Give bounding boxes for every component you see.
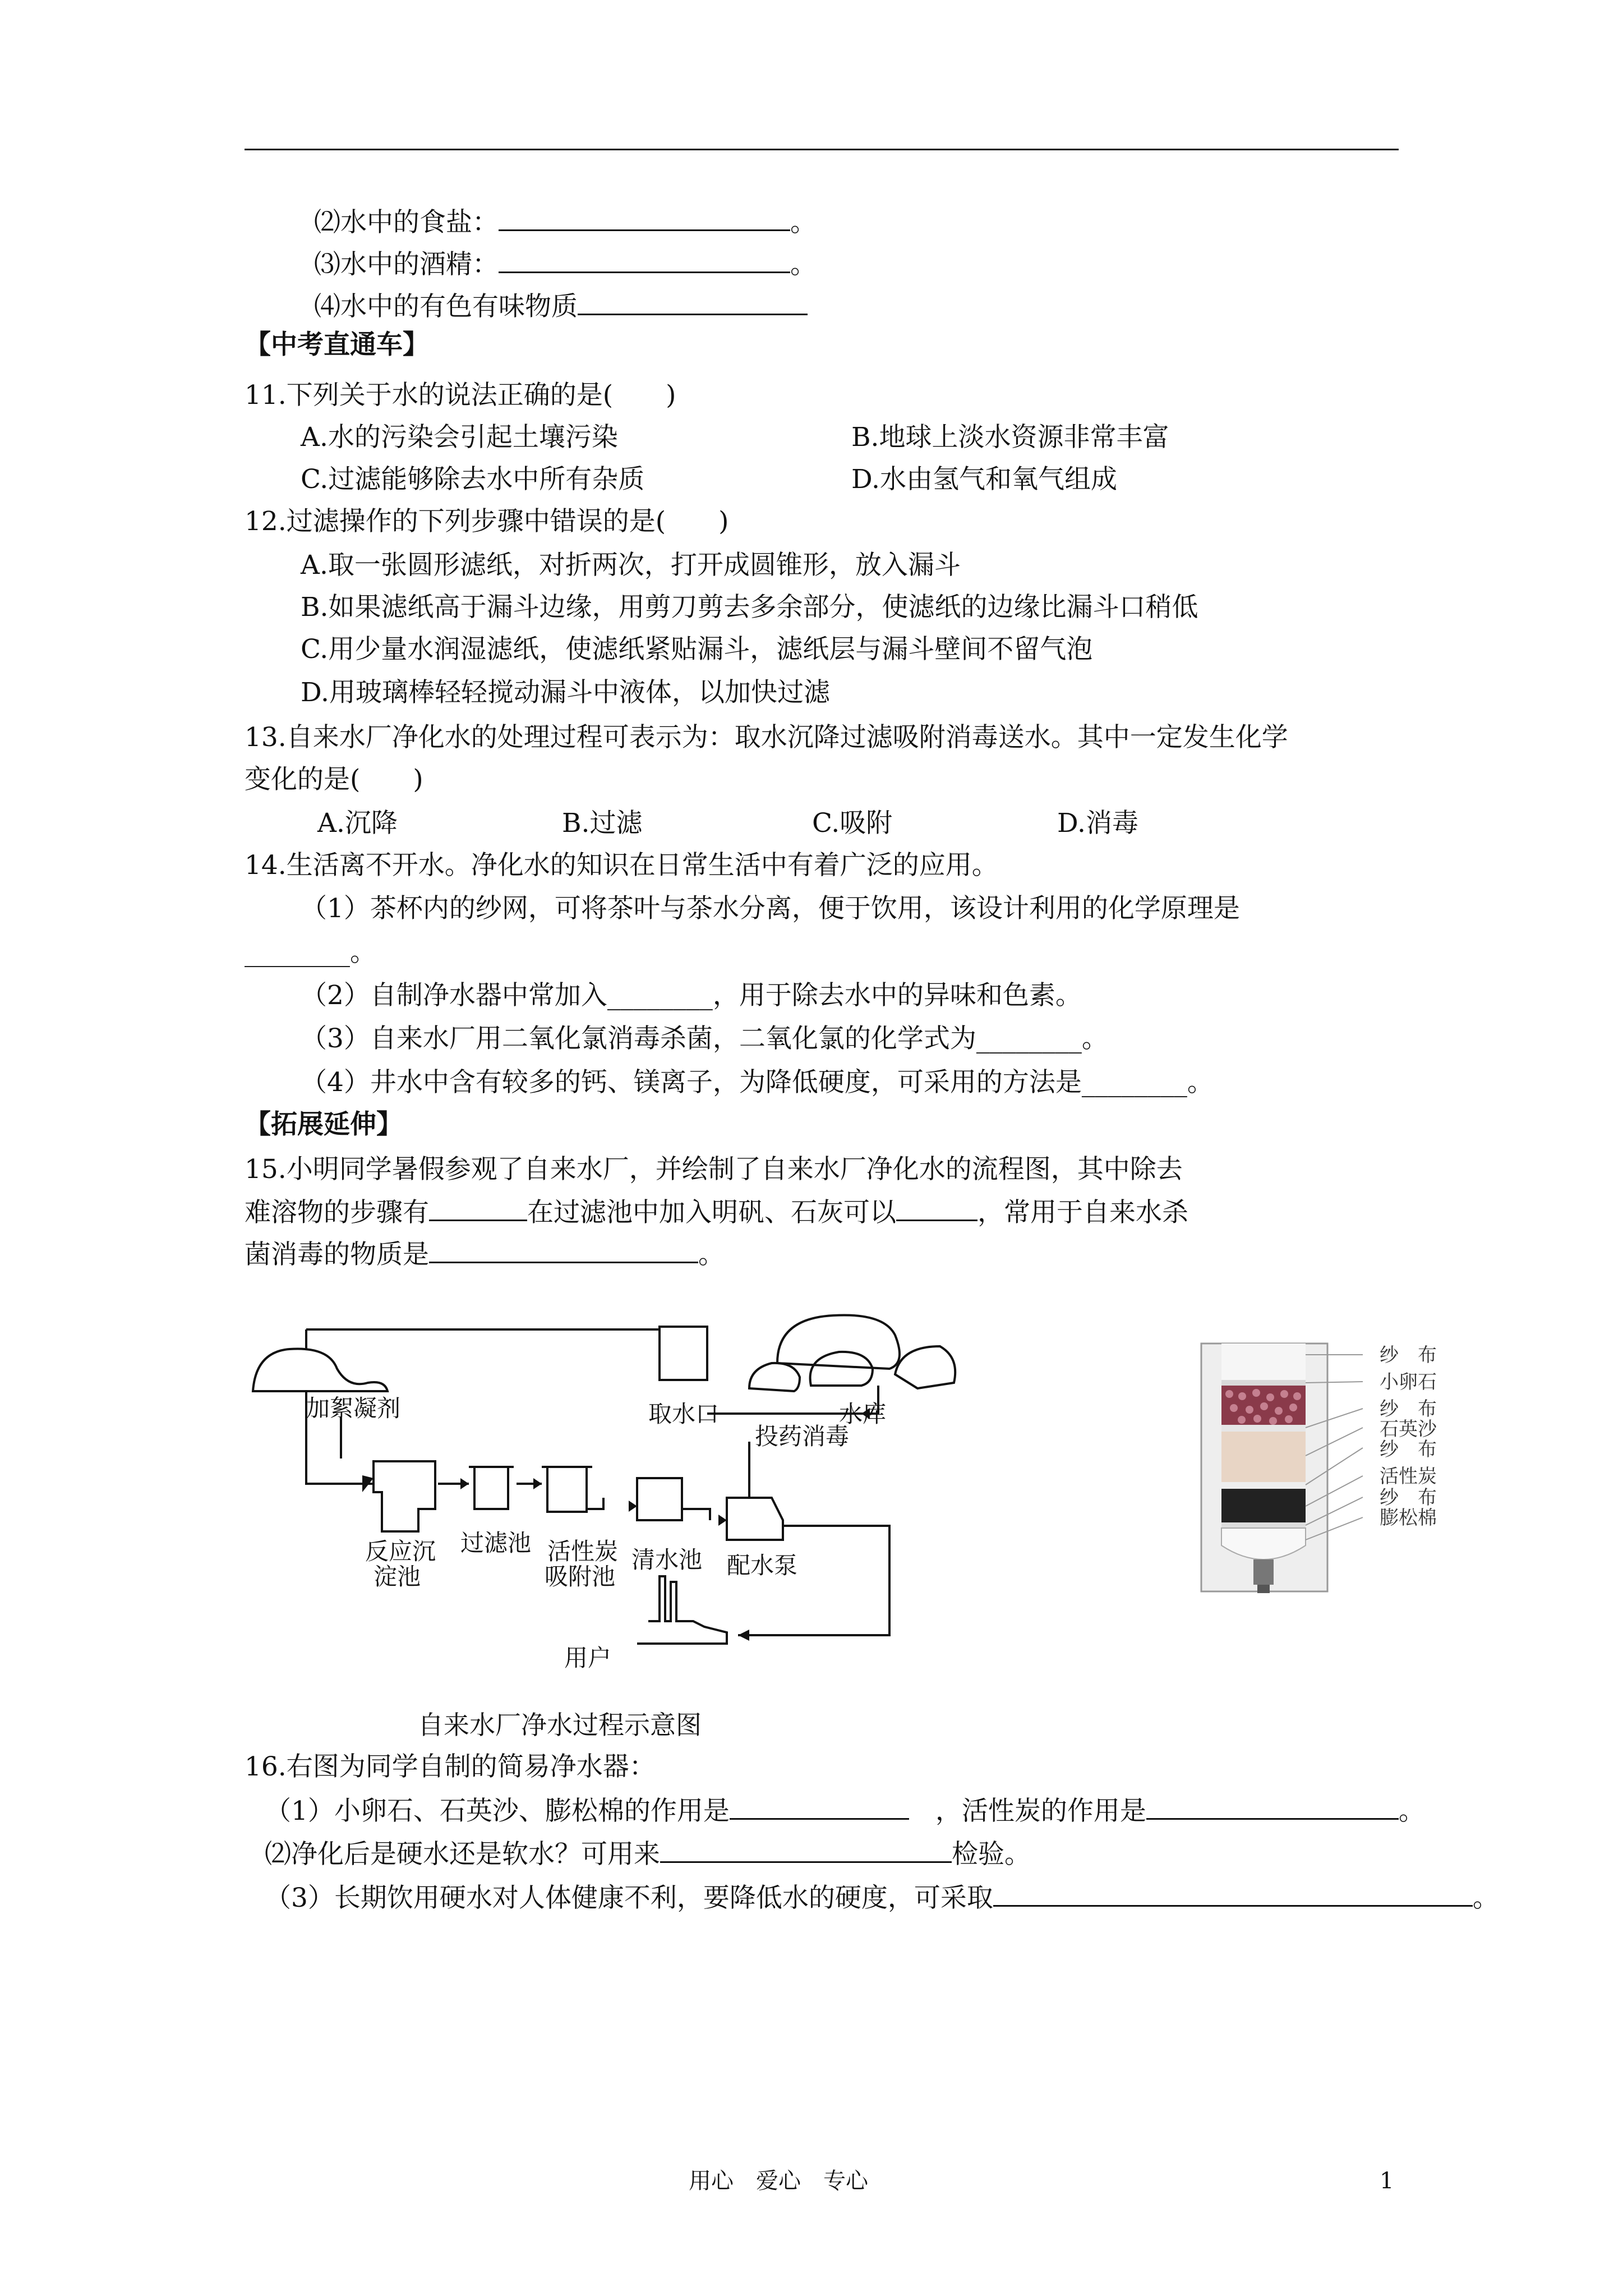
- label-carbon-1: 活性炭: [547, 1538, 619, 1565]
- label-disinfect: 投药消毒: [755, 1423, 850, 1450]
- label-filter: 过滤池: [460, 1529, 532, 1557]
- label-quartz-sand: 石英沙: [1380, 1418, 1437, 1441]
- q15-line3: 菌消毒的物质是 。: [245, 1237, 725, 1272]
- label-gauze-2: 纱 布: [1380, 1398, 1437, 1420]
- gauze-layer-3: [1221, 1482, 1306, 1489]
- label-carbon-2: 吸附池: [545, 1563, 616, 1590]
- flow-diagram-caption: 自来水厂净水过程示意图: [418, 1710, 702, 1740]
- page-number: 1: [1380, 2168, 1394, 2194]
- s1-item-2: ⑵水中的食盐： 。: [314, 205, 817, 240]
- q12-option-a: A.取一张圆形滤纸，对折两次，打开成圆锥形，放入漏斗: [301, 550, 961, 581]
- label-gauze-1: 纱 布: [1380, 1344, 1437, 1366]
- q11-stem: 11.下列关于水的说法正确的是( ): [245, 380, 676, 411]
- q14-stem: 14.生活离不开水。净化水的知识在日常生活中有着广泛的应用。: [245, 850, 998, 881]
- q14-part-1: （1）茶杯内的纱网，可将茶叶与茶水分离，便于饮用，该设计利用的化学原理是: [301, 893, 1240, 924]
- q16-stem: 16.右图为同学自制的简易净水器：: [245, 1751, 656, 1782]
- gauze-layer-1: [1221, 1380, 1306, 1386]
- q12-stem: 12.过滤操作的下列步骤中错误的是( ): [245, 506, 729, 537]
- intake-box: [660, 1327, 707, 1380]
- filter-tank: [469, 1467, 514, 1509]
- q14-part-2: （2）自制净水器中常加入________，用于除去水中的异味和色素。: [301, 980, 1082, 1011]
- label-intake: 取水口: [648, 1400, 720, 1428]
- footer-motto: 用心 爱心 专心: [689, 2168, 868, 2194]
- activated-carbon-layer: [1221, 1489, 1306, 1522]
- section-heading-tuozhan: 【拓展延伸】: [245, 1109, 403, 1140]
- s1-item-3: ⑶水中的酒精： 。: [314, 247, 817, 282]
- header-rule: [245, 149, 1399, 150]
- q12-option-d: D.用玻璃棒轻轻搅动漏斗中液体，以加快过滤: [301, 677, 830, 708]
- q11-option-d: D.水由氢气和氧气组成: [851, 464, 1117, 495]
- q14-part-1-blank: ________。: [245, 937, 376, 968]
- label-gauze-4: 纱 布: [1380, 1487, 1437, 1509]
- section-heading-zhongkao: 【中考直通车】: [245, 329, 429, 360]
- q12-option-c: C.用少量水润湿滤纸，使滤纸紧贴漏斗，滤纸层与漏斗壁间不留气泡: [301, 634, 1093, 665]
- label-pebbles: 小卵石: [1380, 1371, 1437, 1393]
- q16-part-3: （3）长期饮用硬水对人体健康不利，要降低水的硬度，可采取 。: [265, 1880, 1499, 1915]
- label-reservoir: 水库: [839, 1400, 887, 1428]
- q12-option-b: B.如果滤纸高于漏斗边缘，用剪刀剪去多余部分，使滤纸的边缘比漏斗口稍低: [301, 592, 1198, 623]
- q13-option-b: B.过滤: [562, 808, 643, 839]
- user-building-icon: [637, 1576, 727, 1644]
- label-activated-carbon: 活性炭: [1380, 1465, 1437, 1488]
- label-pump: 配水泵: [727, 1552, 798, 1579]
- q13-option-a: A.沉降: [317, 808, 398, 839]
- q15-line2: 难溶物的步骤有 在过滤池中加入明矾、石灰可以 ，常用于自来水杀: [245, 1195, 1188, 1230]
- q13-stem-line1: 13.自来水厂净化水的处理过程可表示为：取水沉降过滤吸附消毒送水。其中一定发生化学: [245, 722, 1288, 753]
- label-sedimentation-2: 淀池: [374, 1563, 421, 1590]
- q13-option-c: C.吸附: [812, 808, 893, 839]
- clear-water-tank: [637, 1478, 682, 1520]
- label-coagulant: 加絮凝剂: [306, 1395, 401, 1422]
- outlet-nozzle: [1253, 1559, 1274, 1585]
- s1-item-4: ⑷水中的有色有味物质: [314, 289, 808, 324]
- q15-line1: 15.小明同学暑假参观了自来水厂，并绘制了自来水厂净化水的流程图，其中除去: [245, 1154, 1183, 1185]
- q11-option-b: B.地球上淡水资源非常丰富: [851, 422, 1169, 453]
- label-cotton: 膨松棉: [1380, 1507, 1437, 1529]
- filter-device-diagram: [1195, 1338, 1542, 1607]
- sedimentation-tank: [374, 1461, 435, 1531]
- q16-part-2: ⑵净化后是硬水还是软水？可用来 检验。: [265, 1837, 1031, 1871]
- label-gauze-3: 纱 布: [1380, 1438, 1437, 1461]
- q14-part-3: （3）自来水厂用二氧化氯消毒杀菌，二氧化氯的化学式为________。: [301, 1023, 1108, 1054]
- quartz-sand-layer: [1221, 1432, 1306, 1482]
- q16-part-1: （1）小卵石、石英沙、膨松棉的作用是 ，活性炭的作用是 。: [265, 1793, 1425, 1828]
- gauze-layer-2: [1221, 1425, 1306, 1432]
- water-plant-flow-diagram: [245, 1285, 962, 1700]
- source-hill-icon: [253, 1349, 388, 1391]
- label-user: 用户: [564, 1644, 612, 1672]
- pump-house: [727, 1498, 783, 1540]
- carbon-tank: [542, 1467, 592, 1512]
- q14-part-4: （4）井水中含有较多的钙、镁离子，为降低硬度，可采用的方法是________。: [301, 1067, 1214, 1098]
- reservoir-hill-icon: [777, 1315, 900, 1369]
- label-sedimentation-1: 反应沉: [365, 1538, 436, 1565]
- q13-stem-line2: 变化的是( ): [245, 764, 423, 795]
- q11-option-c: C.过滤能够除去水中所有杂质: [301, 464, 645, 495]
- q11-option-a: A.水的污染会引起土壤污染: [301, 422, 618, 453]
- gauze-layer-4: [1221, 1522, 1306, 1528]
- q13-option-d: D.消毒: [1057, 808, 1138, 839]
- label-clear-water: 清水池: [631, 1546, 703, 1573]
